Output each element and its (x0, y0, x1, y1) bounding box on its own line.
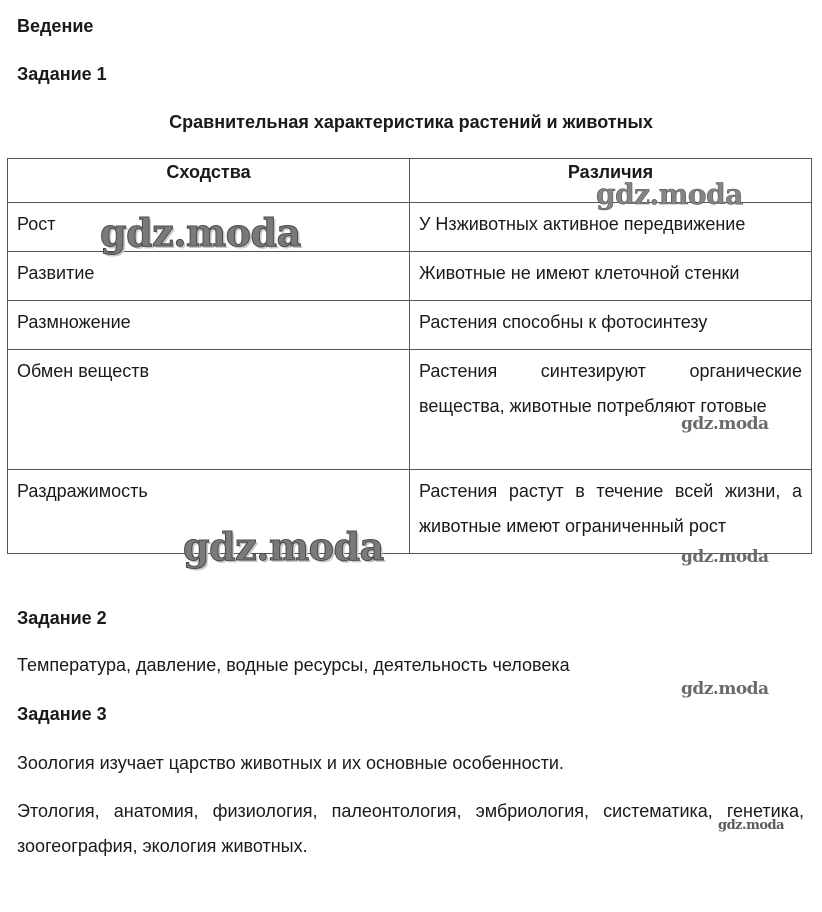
task3-paragraph-2: Этология, анатомия, физиология, палеонтология, эмбриология, систематика, генетика, зоогеография, экология животных. (17, 801, 804, 856)
table-row (8, 252, 812, 301)
similarity-cell: Обмен веществ (8, 350, 410, 470)
watermark: gdz.moda (681, 679, 769, 699)
similarity-cell: Раздражимость (8, 470, 410, 554)
watermark: gdz.moda (596, 178, 743, 211)
similarity-cell: Рост (8, 203, 410, 252)
task2-text: Температура, давление, водные ресурсы, деятельность человека (17, 655, 570, 675)
watermark: gdz.moda (681, 547, 769, 567)
intro-heading: Ведение (17, 16, 94, 36)
difference-cell: Животные не имеют клеточной стенки (410, 252, 812, 301)
table-row (8, 203, 812, 252)
difference-cell: Растения синтезируют органические вещества, животные потребляют готовые (410, 350, 812, 470)
table-row (8, 470, 812, 554)
table-row (8, 301, 812, 350)
task2-heading: Задание 2 (17, 608, 107, 628)
watermark: gdz.moda (681, 414, 769, 434)
comparison-table (7, 158, 812, 554)
table-header-row (8, 159, 812, 203)
similarity-cell: Развитие (8, 252, 410, 301)
difference-cell: Растения растут в течение всей жизни, а животные имеют ограниченный рост (410, 470, 812, 554)
watermark: gdz.moda (183, 524, 384, 569)
task3-heading: Задание 3 (17, 704, 107, 724)
difference-cell: У Нзживотных активное передвижение (410, 203, 812, 252)
similarity-cell: Размножение (8, 301, 410, 350)
header-differences: Различия (410, 159, 812, 203)
difference-cell: Растения способны к фотосинтезу (410, 301, 812, 350)
watermark: gdz.moda (100, 210, 301, 255)
task1-heading: Задание 1 (17, 64, 107, 84)
table-row (8, 350, 812, 470)
watermark: gdz.moda (718, 818, 785, 833)
table-caption: Сравнительная характеристика растений и животных (169, 112, 653, 132)
header-similarities: Сходства (8, 159, 410, 203)
task3-paragraph-1: Зоология изучает царство животных и их основные особенности. (17, 753, 564, 773)
